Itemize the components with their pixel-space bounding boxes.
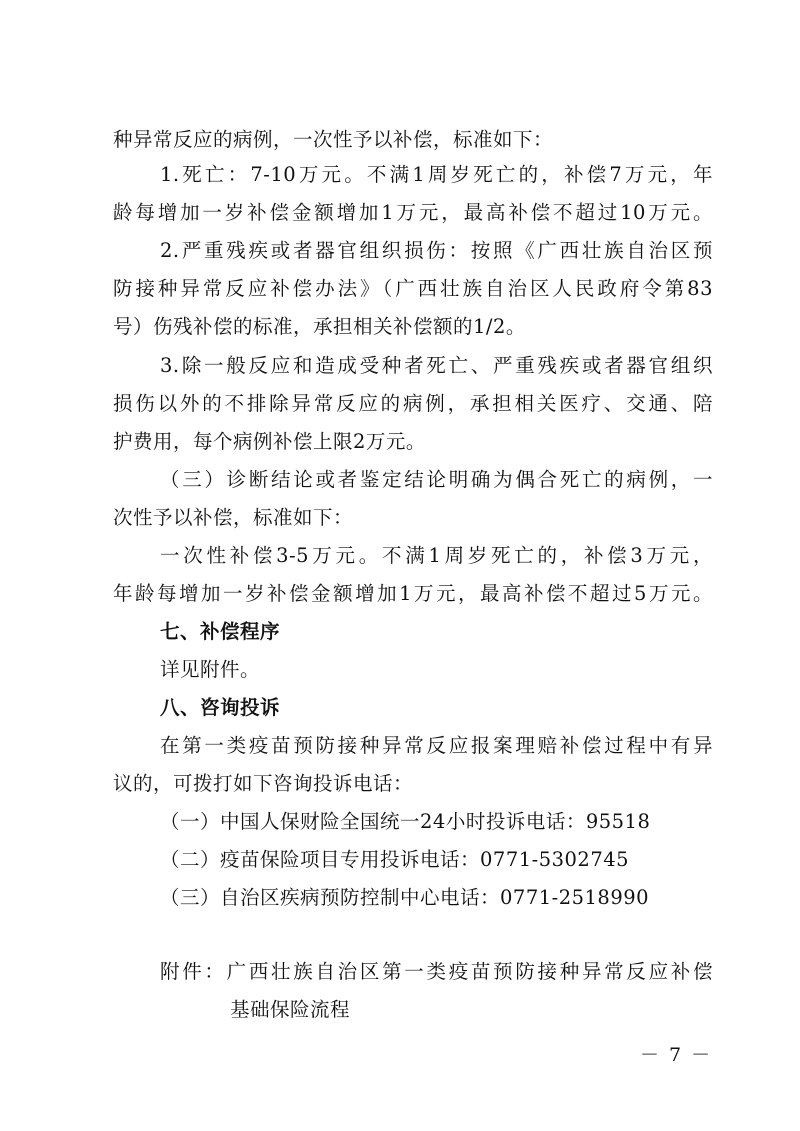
paragraph-line: 一次性补偿3-5万元。不满1周岁死亡的，补偿3万元， (160, 544, 713, 567)
paragraph-line: 议的，可拨打如下咨询投诉电话： (113, 772, 414, 795)
paragraph-line: （三）诊断结论或者鉴定结论明确为偶合死亡的病例，一 (160, 468, 713, 491)
contact-line: （一）中国人保财险全国统一24小时投诉电话：95518 (160, 810, 651, 833)
attachment-line: 基础保险流程 (230, 998, 351, 1021)
section-heading: 八、咨询投诉 (160, 696, 281, 719)
paragraph-line: 详见附件。 (160, 658, 261, 681)
paragraph-line: 年龄每增加一岁补偿金额增加1万元，最高补偿不超过5万元。 (113, 582, 713, 605)
paragraph-line: 在第一类疫苗预防接种异常反应报案理赔补偿过程中有异 (160, 734, 713, 757)
paragraph-line: 种异常反应的病例，一次性予以补偿，标准如下： (113, 128, 554, 151)
paragraph-line: 损伤以外的不排除异常反应的病例，承担相关医疗、交通、陪 (113, 392, 713, 415)
contact-line: （三）自治区疾病预防控制中心电话：0771-2518990 (160, 886, 650, 909)
paragraph-line: 2.严重残疾或者器官组织损伤：按照《广西壮族自治区预 (160, 239, 713, 262)
paragraph-line: 护费用，每个病例补偿上限2万元。 (113, 430, 426, 453)
paragraph-line: 号）伤残补偿的标准，承担相关补偿额的1/2。 (113, 315, 526, 338)
contact-line: （二）疫苗保险项目专用投诉电话：0771-5302745 (160, 848, 630, 871)
paragraph-line: 防接种异常反应补偿办法》（广西壮族自治区人民政府令第83 (113, 277, 713, 300)
paragraph-line: 1.死亡：7-10万元。不满1周岁死亡的，补偿7万元，年 (160, 163, 713, 186)
section-heading: 七、补偿程序 (160, 620, 281, 643)
page-number: － 7 － (640, 1044, 713, 1066)
attachment-line: 附件：广西壮族自治区第一类疫苗预防接种异常反应补偿 (160, 960, 713, 983)
paragraph-line: 龄每增加一岁补偿金额增加1万元，最高补偿不超过10万元。 (113, 201, 713, 224)
paragraph-line: 次性予以补偿，标准如下： (113, 506, 354, 529)
paragraph-line: 3.除一般反应和造成受种者死亡、严重残疾或者器官组织 (160, 354, 713, 377)
